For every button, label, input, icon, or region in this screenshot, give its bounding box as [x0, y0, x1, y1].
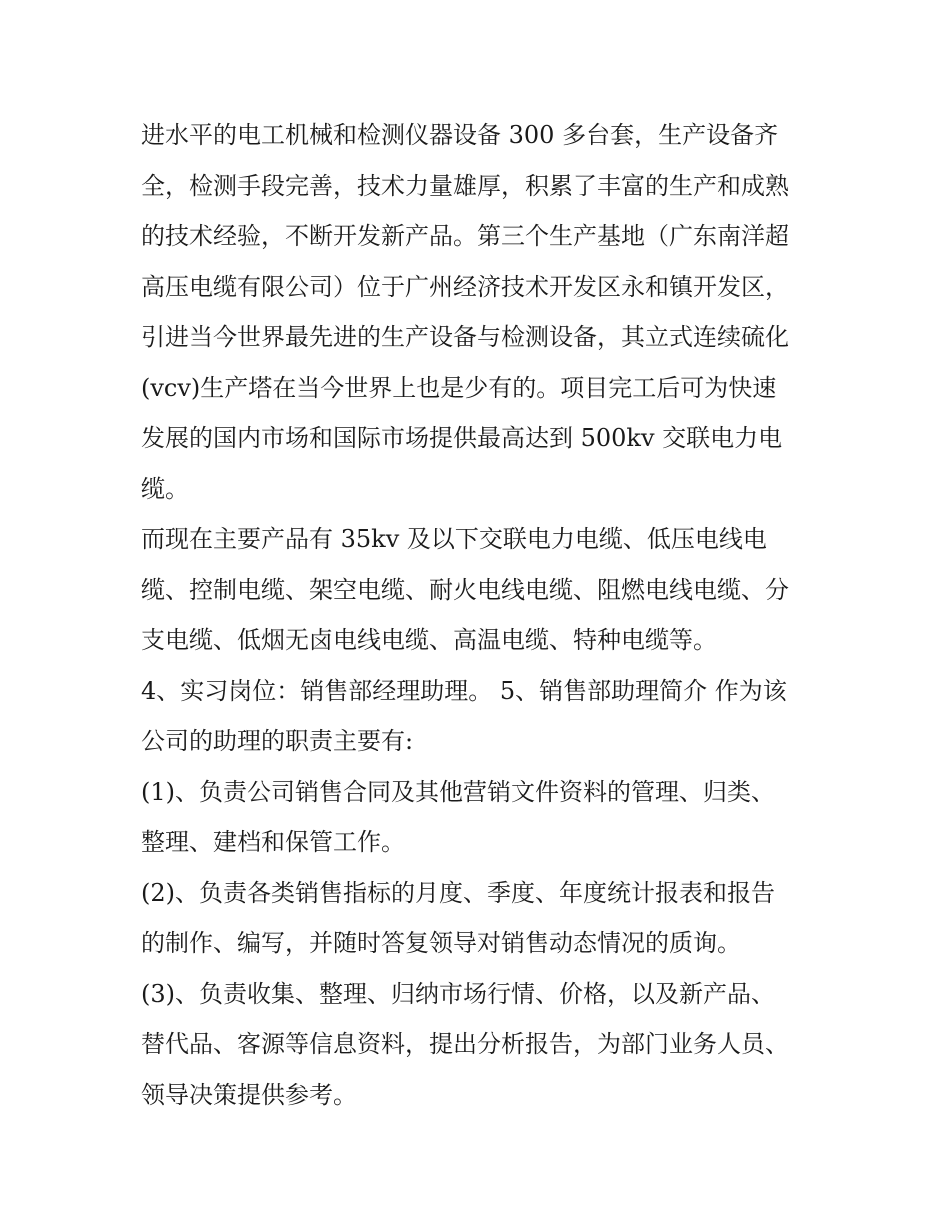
body-text	[141, 110, 821, 1120]
text-line: (1)、负责公司销售合同及其他营销文件资料的管理、归类、	[141, 777, 775, 806]
text-line: 而现在主要产品有 35kv 及以下交联电力电缆、低压电线电	[141, 525, 767, 553]
text-line: 的技术经验，不断开发新产品。第三个生产基地（广东南洋超	[141, 222, 789, 250]
text-line: 发展的国内市场和国际市场提供最高达到 500kv 交联电力电	[141, 424, 783, 452]
text-line: (vcv)生产塔在当今世界上也是少有的。项目完工后可为快速	[141, 373, 777, 402]
text-line: (3)、负责收集、整理、归纳市场行情、价格，以及新产品、	[141, 979, 775, 1008]
text-line: 缆。	[141, 474, 189, 503]
text-line: 高压电缆有限公司）位于广州经济技术开发区永和镇开发区，	[141, 272, 789, 301]
text-line: 进水平的电工机械和检测仪器设备 300 多台套，生产设备齐	[141, 121, 779, 149]
text-line: 4、实习岗位：销售部经理助理。 5、销售部助理简介 作为该	[141, 676, 787, 705]
text-line: 引进当今世界最先进的生产设备与检测设备，其立式连续硫化	[141, 323, 789, 351]
text-line: 的制作、编写，并随时答复领导对销售动态情况的质询。	[141, 929, 741, 957]
text-line: 整理、建档和保管工作。	[141, 828, 405, 856]
text-line: 领导决策提供参考。	[141, 1080, 357, 1109]
text-line: (2)、负责各类销售指标的月度、季度、年度统计报表和报告	[141, 878, 775, 907]
text-line: 全，检测手段完善，技术力量雄厚，积累了丰富的生产和成熟	[141, 171, 789, 200]
text-line: 替代品、客源等信息资料，提出分析报告，为部门业务人员、	[141, 1030, 789, 1058]
text-line: 支电缆、低烟无卤电线电缆、高温电缆、特种电缆等。	[141, 626, 717, 654]
text-line: 缆、控制电缆、架空电缆、耐火电线电缆、阻燃电线电缆、分	[141, 575, 789, 604]
text-line: 公司的助理的职责主要有:	[141, 727, 414, 755]
